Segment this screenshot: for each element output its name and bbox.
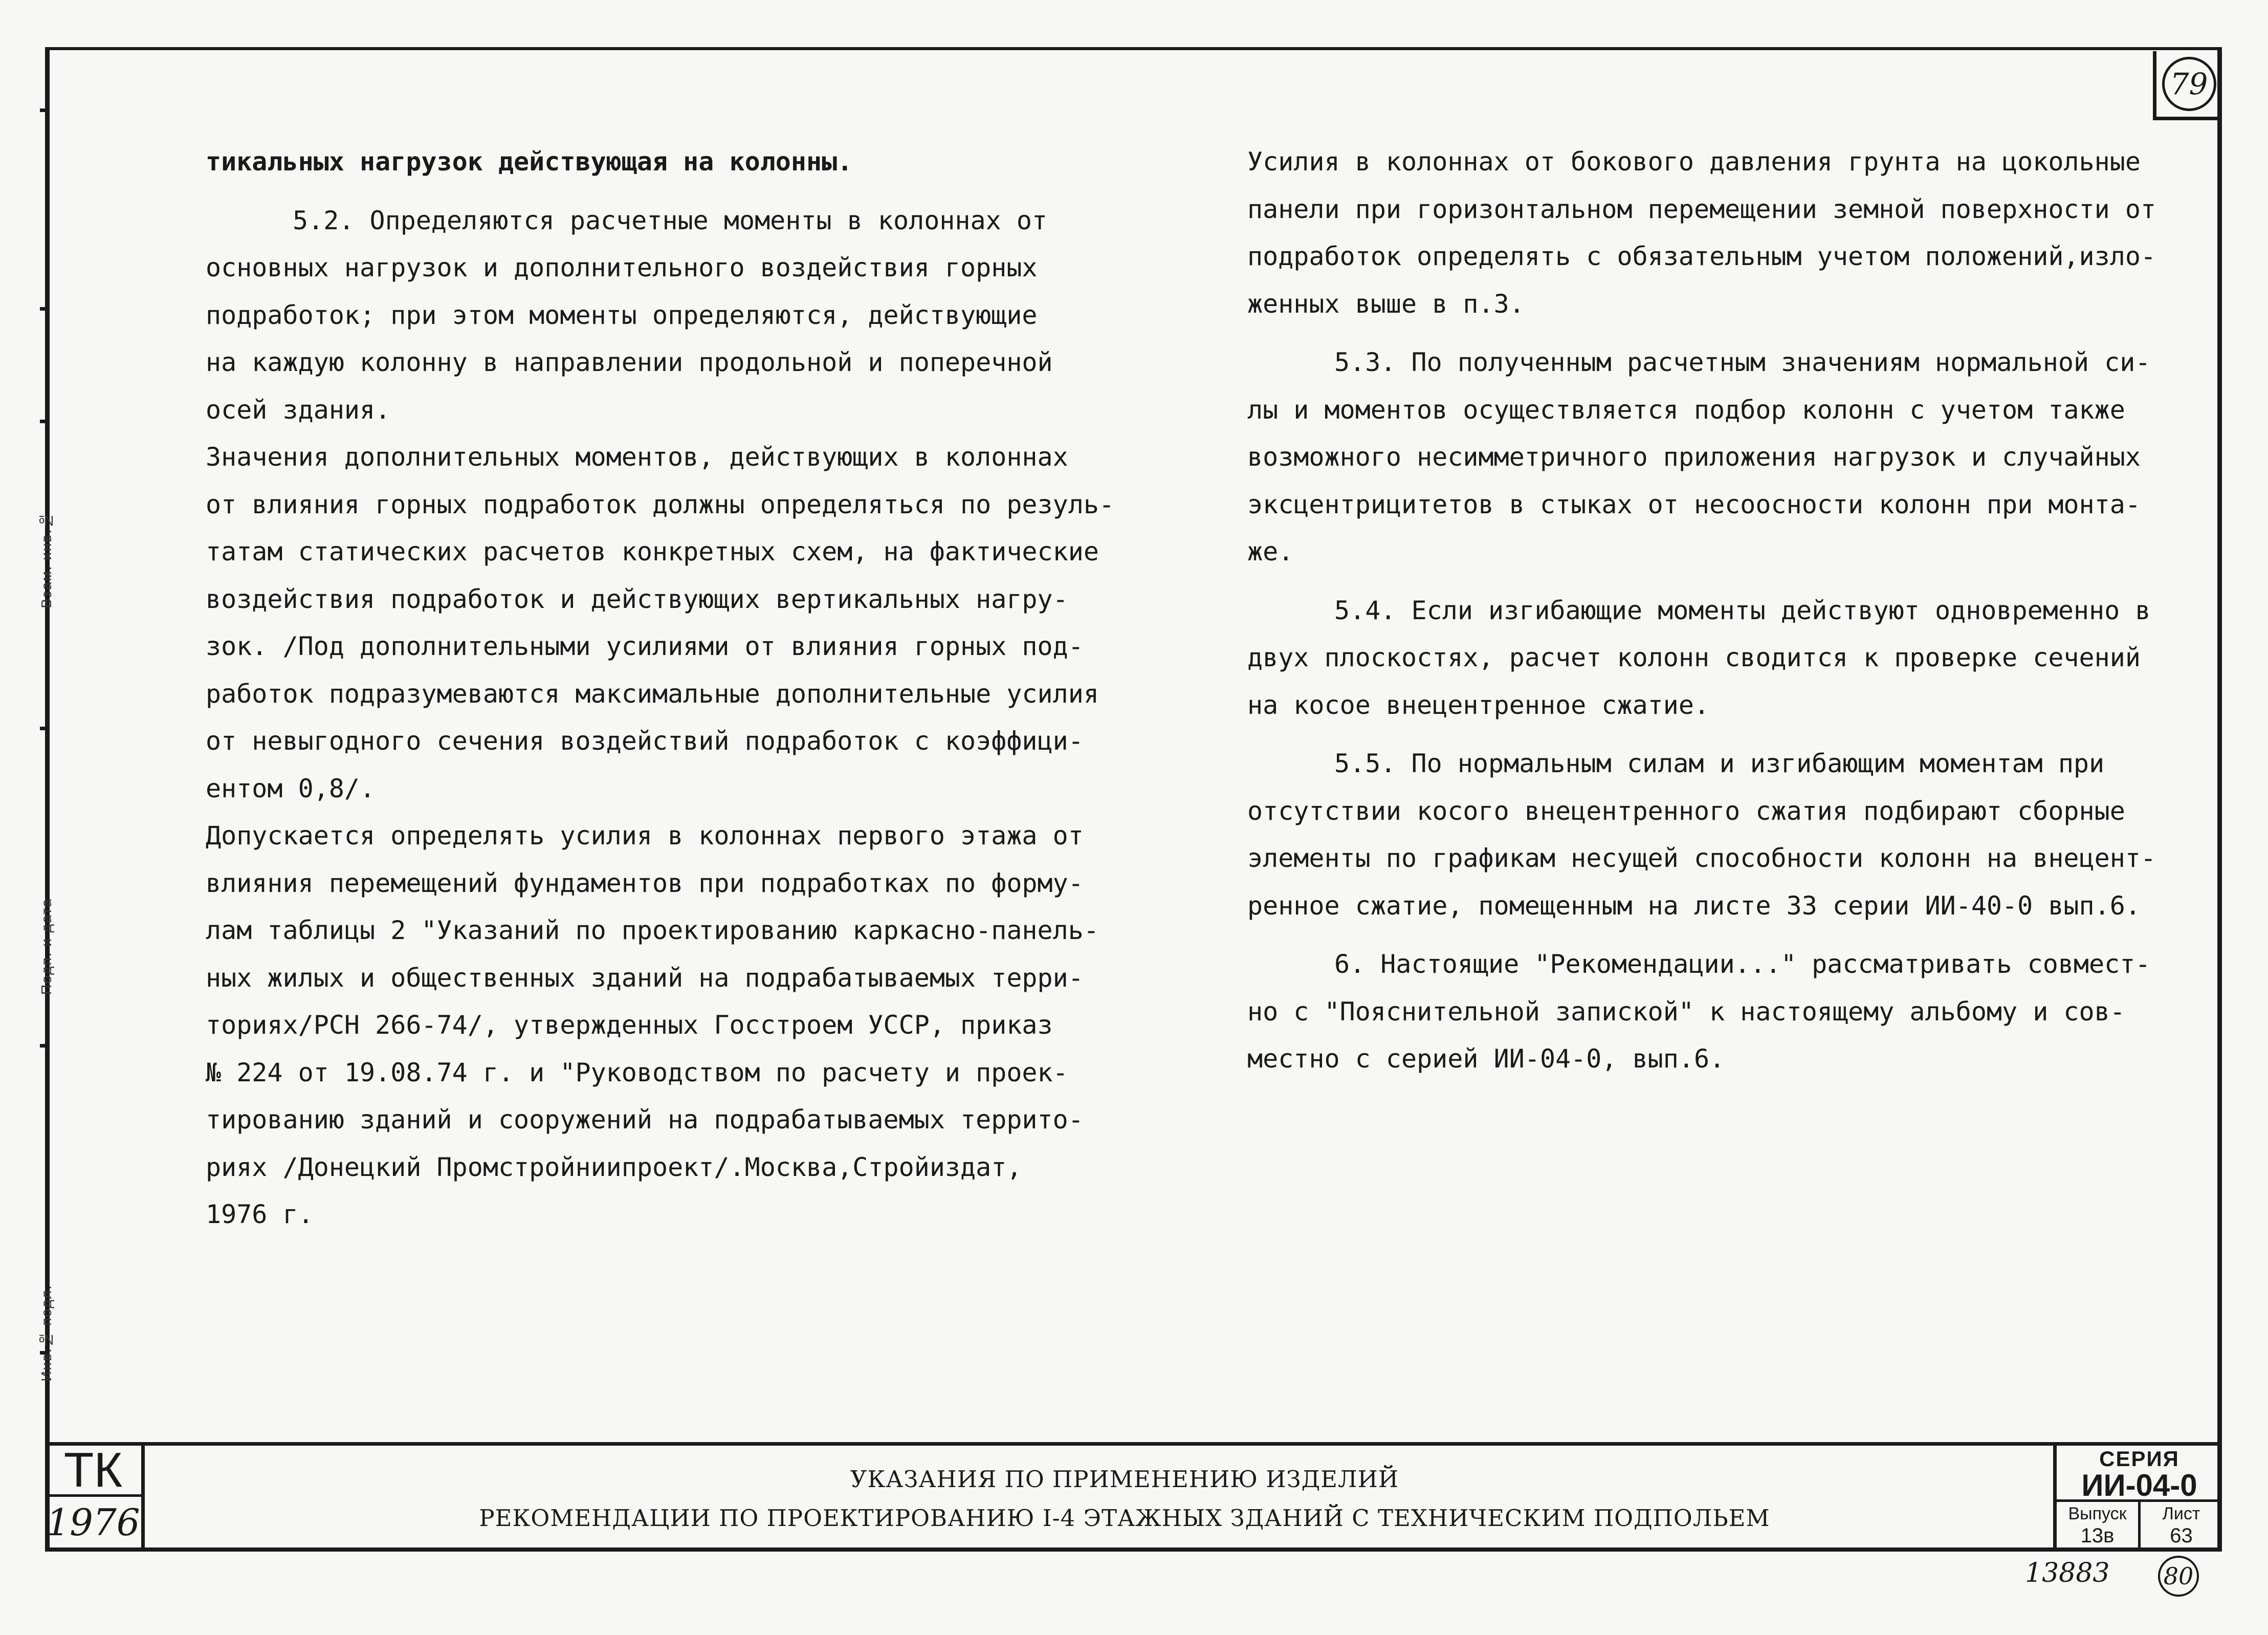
text-line: основных нагрузок и дополнительного воздействия горных [206, 253, 1038, 282]
sheet-value: 63 [2170, 1524, 2193, 1547]
series-cell [2057, 1446, 2222, 1502]
text-line: татам статических расчетов конкретных схем, на фактические [206, 537, 1099, 566]
text-line: женных выше в п.3. [1247, 289, 1525, 319]
text-line: местно с серией ИИ-04-0, вып.6. [1247, 1044, 1725, 1074]
title-block [45, 1442, 2222, 1552]
text-line: работок подразумеваются максимальные дополнительные усилия [206, 679, 1099, 709]
page-number: 79 [2162, 57, 2216, 111]
text-line: тикальных нагрузок действующая на колонны. [206, 147, 853, 177]
org-year: 1976 [46, 1501, 140, 1544]
text-line: 6. Настоящие "Рекомендации..." рассматривать совмест- [1334, 949, 2151, 979]
text-line: зок. /Под дополнительными усилиями от влияния горных под- [206, 631, 1084, 661]
text-line: 5.5. По нормальным силам и изгибающим моментам при [1334, 749, 2105, 778]
title-block-org [45, 1442, 145, 1552]
margin-label: Подп. и дата [38, 898, 54, 995]
text-line: лы и моментов осуществляется подбор колонн с учетом также [1247, 395, 2125, 425]
margin-label: Инв.№ подл. [38, 1284, 54, 1382]
series-value: ИИ-04-0 [2081, 1468, 2197, 1502]
sheet-label: Лист [2162, 1504, 2200, 1523]
margin-label: Взам. инв.№ [38, 512, 54, 608]
page-number-box [2153, 51, 2221, 120]
document-title-line-2: РЕКОМЕНДАЦИИ ПО ПРОЕКТИРОВАНИЮ I-4 ЭТАЖНЫХ ЗДАНИЙ С ТЕХНИЧЕСКИМ ПОДПОЛЬЕМ [479, 1504, 1770, 1532]
text-line: от невыгодного сечения воздействий подработок с коэффици- [206, 726, 1084, 756]
text-line: эксцентрицитетов в стыках от несоосности колонн при монта- [1247, 489, 2141, 519]
text-line: от влияния горных подработок должны определяться по резуль- [206, 489, 1115, 519]
issue-value: 13в [2080, 1524, 2115, 1547]
margin-tick [40, 108, 49, 112]
text-line: влияния перемещений фундаментов при подработках по форму- [206, 868, 1084, 898]
text-line: 5.4. Если изгибающие моменты действуют одновременно в [1334, 595, 2151, 625]
text-line: 5.2. Определяются расчетные моменты в колоннах от [293, 205, 1048, 235]
margin-stamp-strip [39, 512, 54, 1382]
text-line: лам таблицы 2 "Указаний по проектированию каркасно-панель- [206, 915, 1099, 945]
text-line: подработок; при этом моменты определяются, действующие [206, 300, 1038, 330]
issue-label: Выпуск [2068, 1504, 2127, 1523]
text-line: ренное сжатие, помещенным на листе 33 серии ИИ-40-0 вып.6. [1247, 890, 2141, 921]
text-line: 1976 г. [206, 1200, 314, 1229]
text-line: Усилия в колоннах от бокового давления грунта на цокольные [1247, 147, 2141, 177]
text-line: ентом 0,8/. [206, 773, 376, 803]
text-line: на каждую колонну в направлении продольной и поперечной [206, 347, 1053, 377]
text-line: двух плоскостях, расчет колонн сводится к проверке сечений [1247, 643, 2141, 672]
text-line: но с "Пояснительной запиской" к настоящему альбому и сов- [1247, 996, 2125, 1027]
text-line: панели при горизонтальном перемещении земной поверхности от [1247, 194, 2156, 224]
text-line: отсутствии косого внецентренного сжатия подбирают сборные [1247, 796, 2125, 826]
issue-cell [2057, 1502, 2138, 1551]
text-column-right [1247, 138, 2156, 1083]
org-code: ТК [45, 1446, 141, 1497]
text-line: осей здания. [206, 395, 391, 425]
text-line: на косое внецентренное сжатие. [1247, 690, 1710, 720]
text-line: № 224 от 19.08.74 г. и "Руководством по расчету и проек- [206, 1057, 1068, 1087]
document-title-line-1: УКАЗАНИЯ ПО ПРИМЕНЕНИЮ ИЗДЕЛИЙ [850, 1465, 1399, 1493]
sheet-cell [2138, 1502, 2222, 1551]
text-line: подработок определять с обязательным учетом положений,изло- [1247, 242, 2156, 271]
margin-tick [40, 420, 49, 423]
inventory-number: 13883 [2025, 1558, 2110, 1588]
margin-tick [40, 307, 49, 311]
text-line: возможного несимметричного приложения нагрузок и случайных [1247, 442, 2141, 472]
page-number-bottom: 80 [2158, 1556, 2199, 1597]
text-line: же. [1247, 537, 1294, 566]
text-line: воздействия подработок и действующих вертикальных нагру- [206, 584, 1068, 614]
series-label: СЕРИЯ [2099, 1447, 2179, 1471]
text-line: элементы по графикам несущей способности колонн на внецент- [1247, 843, 2156, 873]
text-column-left [206, 138, 1115, 1238]
title-block-heading [145, 1446, 2104, 1552]
title-block-series [2053, 1446, 2222, 1552]
issue-sheet-row [2057, 1502, 2222, 1551]
text-line: Допускается определять усилия в колоннах первого этажа от [206, 821, 1084, 851]
text-line: риях /Донецкий Промстройниипроект/.Москва,Стройиздат, [206, 1152, 1022, 1182]
text-line: тированию зданий и сооружений на подрабатываемых террито- [206, 1105, 1084, 1135]
text-line: Значения дополнительных моментов, действующих в колоннах [206, 442, 1068, 472]
text-line: 5.3. По полученным расчетным значениям нормальной си- [1334, 347, 2151, 377]
text-line: ториях/РСН 266-74/, утвержденных Госстроем УССР, приказ [206, 1010, 1053, 1040]
text-line: ных жилых и общественных зданий на подрабатываемых терри- [206, 963, 1084, 993]
